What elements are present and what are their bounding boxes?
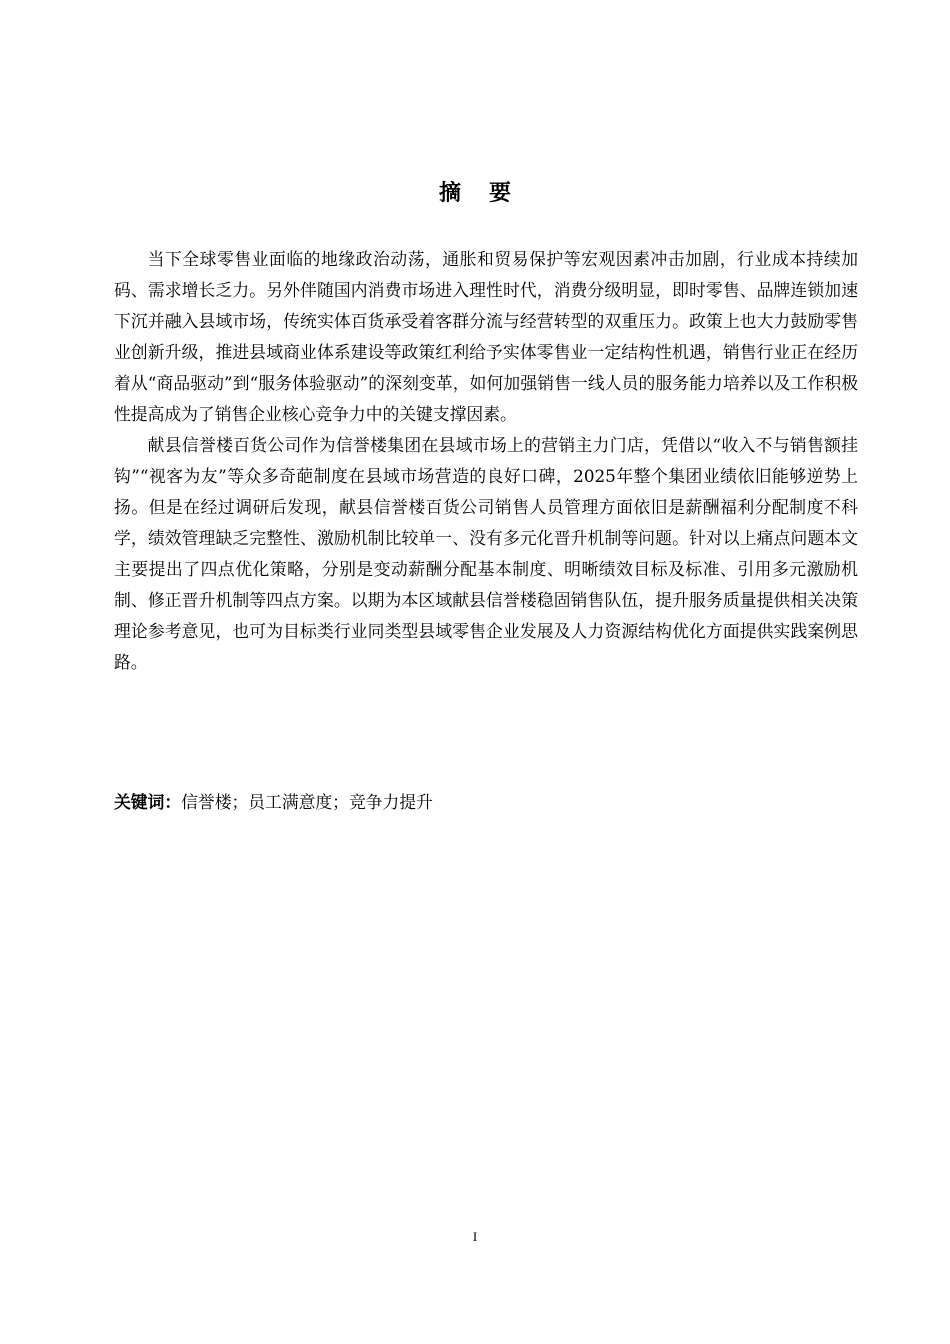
abstract-body	[114, 244, 858, 678]
abstract-paragraph-2: 献县信誉楼百货公司作为信誉楼集团在县域市场上的营销主力门店，凭借以“收入不与销售额挂钩”“视客为友”等众多奇葩制度在县域市场营造的良好口碑，2025年整个集团业绩依旧能够逆势上扬。但是在经过调研后发现，献县信誉楼百货公司销售人员管理方面依旧是薪酬福利分配制度不科学，绩效管理缺乏完整性、激励机制比较单一、没有多元化晋升机制等问题。针对以上痛点问题本文主要提出了四点优化策略，分别是变动薪酬分配基本制度、明晰绩效目标及标准、引用多元激励机制、修正晋升机制等四点方案。以期为本区域献县信誉楼稳固销售队伍，提升服务质量提供相关决策理论参考意见，也可为目标类行业同类型县域零售企业发展及人力资源结构优化方面提供实践案例思路。	[114, 435, 858, 672]
abstract-title: 摘要	[438, 181, 539, 206]
page-number: I	[472, 1229, 478, 1244]
keywords-line	[114, 787, 858, 818]
abstract-paragraph-1: 当下全球零售业面临的地缘政治动荡，通胀和贸易保护等宏观因素冲击加剧，行业成本持续加码、需求增长乏力。另外伴随国内消费市场进入理性时代，消费分级明显，即时零售、品牌连锁加速下沉并融入县域市场，传统实体百货承受着客群分流与经营转型的双重压力。政策上也大力鼓励零售业创新升级，推进县域商业体系建设等政策红利给予实体零售业一定结构性机遇，销售行业正在经历着从“商品驱动”到“服务体验驱动”的深刻变革，如何加强销售一线人员的服务能力培养以及工作积极性提高成为了销售企业核心竞争力中的关键支撑因素。	[114, 249, 858, 424]
keywords-label: 关键词：	[114, 792, 182, 812]
keywords-text: 信誉楼；员工满意度；竞争力提升	[181, 792, 433, 812]
